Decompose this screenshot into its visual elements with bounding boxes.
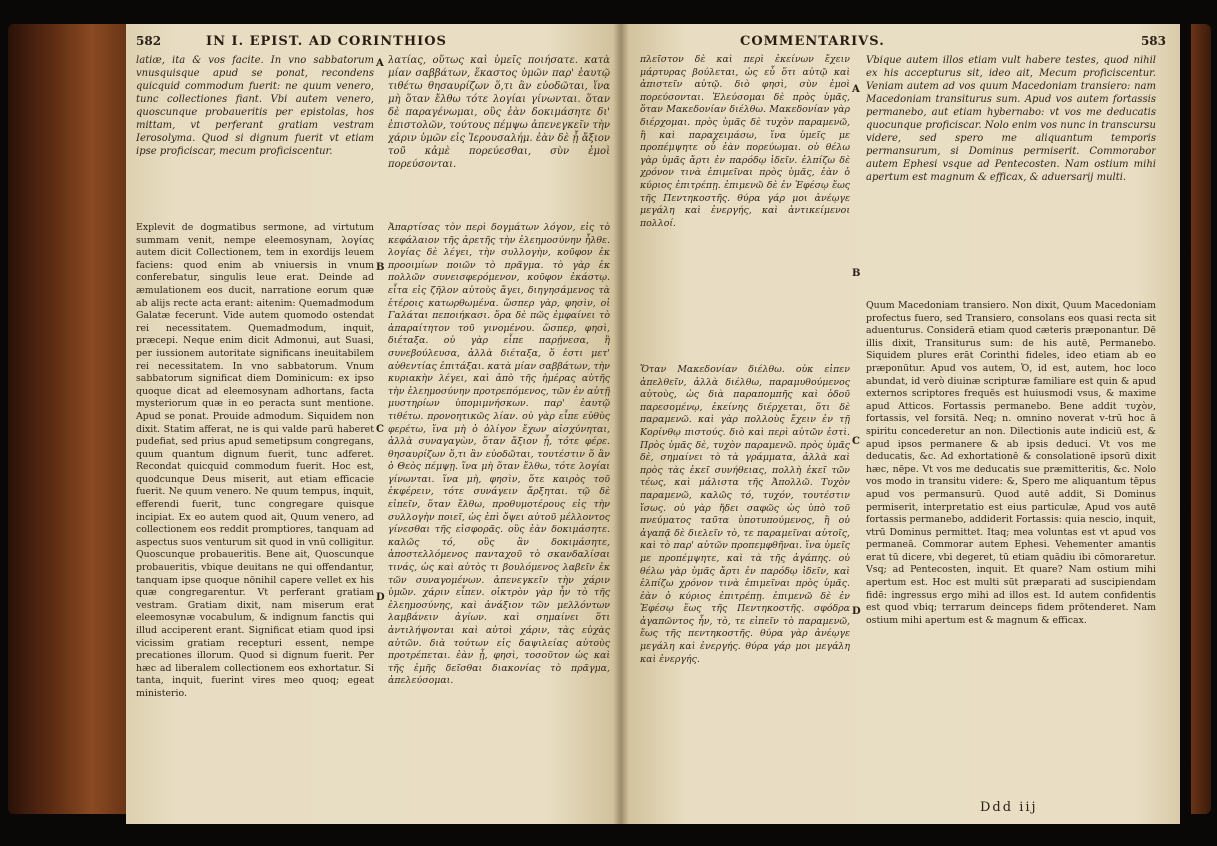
latin-commentary: Explevit de dogmatibus sermone, ad virtutum summam venit, nempe eleemosynam, λογίας autem dicit Collectionem, tem in exordijs leuem faciens: quod enim ab vniuersis in vnum conferebatur, singulis leue erat. Deinde ad æmulationem eos ducit, narratione eorum quæ ab alijs recte acta erant: aitenim: Quemadmodum Galatæ fecerunt. Vide autem quomodo ostendat rei necessitatem. Quemadmodum, inquit, præcepi. Neque enim dicit Admonui, aut Suasi, per iussionem autoritate significans ineuitabilem rei necessitatem. In vno sabbatorum. Vnum sabbatorum significat diem Dominicum: ex ipso quoque dicat ad eleemosynam adhortans, facta mysteriorum quæ in eo peracta sunt mentione. Apud se ponat. Prouide admodum. Siquidem non dixit. Statim afferat, ne is qui valde parū haberet pudefiat, sed prius apud semetipsum congregans, quum quantum dignum fuerit, tunc adferet. Recondat quicquid commodum fuerit. Hoc est, quodcunque Deus miserit, aut etiam efficacie fuerit. Ne quum venero. Ne quum tempus, inquit, efferendi fuerit, tunc congregare quisque incipiat. Ex eo autem quod ait, Quum venero, ad collectionem eos reddit promptiores, tanquam ad aspectus suos venturum sit quod in vnū colligitur. Quoscunque probaueritis. Bene ait, Quoscunque probaueritis, vbique deuitans ne qui offendantur, tanquam ipse quoque nōnihil capere vellet ex his quæ congregarentur. Vt perferant gratiam vestram. Gratiam dixit, nam miserum erat eleemosynæ vocabulum, & indignum fanctis qui illud acciperent erant. Significat etiam quod ipsi vicissim gratiam recepturi essent, nempe precationes illorum. Quod si dignum fuerit. Per hæc ad liberalem collectionem eos exhortatur. Si tanta, inquit, fuerint vires meo quoq; egeat ministerio. <box>136 222 374 699</box>
signature-mark: Ddd iij <box>980 800 1038 815</box>
greek-commentary: Ἀπαρτίσας τὸν περὶ δογμάτων λόγον, εἰς τὸ κεφάλαιον τῆς ἀρετῆς τὴν ἐλεημοσύνην ἦλθε. λογίας δὲ λέγει, τὴν συλλογὴν, κοῦφον ἐκ προοιμίων ποιῶν τὸ πρᾶγμα. τὸ γὰρ ἐκ πολλῶν συνεισφερόμενον, κοῦφον ἑκάστῳ. εἶτα εἰς ζῆλον αὐτοὺς ἄγει, διηγησάμενος τὰ ἑτέροις κατωρθωμένα. ὥσπερ γὰρ, φησὶν, οἱ Γαλάται πεποιήκασι. ὅρα δὲ πῶς ἐμφαίνει τὸ ἀπαραίτητον τοῦ γινομένου. ὥσπερ, φησὶ, διέταξα. οὐ γὰρ εἶπε παρῄνεσα, ἢ συνεβούλευσα, ἀλλὰ διέταξα, ὅ ἐστι μετ' αὐθεντίας ἐπιτάξαι. κατὰ μίαν σαββάτων, τὴν κυριακὴν λέγει, καὶ ἀπὸ τῆς ἡμέρας αὐτῆς τὴν ἐλεημοσύνην προτρεπόμενος, τῶν ἐν αὐτῇ μυστηρίων ὑπομιμνήσκων. παρ' ἑαυτῷ τιθέτω. προνοητικῶς λίαν. οὐ γὰρ εἶπε εὐθὺς φερέτω, ἵνα μὴ ὁ ὀλίγον ἔχων αἰσχύνηται, ἀλλὰ συναγαγὼν, ὅταν ἄξιον ᾖ, τότε φέρε. θησαυρίζων ὅ,τι ἂν εὐοδῶται, τουτέστιν ὅ ἂν ὁ Θεὸς πέμψῃ. ἵνα μὴ ὅταν ἔλθω, τότε λογίαι γίνωνται. ἵνα μὴ, φησὶν, ὅτε καιρὸς τοῦ ἐκφέρειν, τότε συνάγειν ἄρξηται. τῷ δὲ εἰπεῖν, ὅταν ἔλθω, προθυμοτέρους εἰς τὴν συλλογὴν ποιεῖ, ὡς ἐπὶ ὄψει αὐτοῦ μέλλοντος γίνεσθαι τῆς εἰσφορᾶς. οὓς ἐὰν δοκιμάσητε. καλῶς τό, οὓς ἂν δοκιμάσητε, ἀποστελλόμενος πανταχοῦ τὸ σκανδαλίσαι τινάς, ὡς καὶ αὐτὸς τι βουλόμενος λαβεῖν ἐκ τῶν συναγομένων. ἀπενεγκεῖν τὴν χάριν ὑμῶν. χάριν εἶπεν. οἰκτρὸν γὰρ ἦν τὸ τῆς ἐλεημοσύνης, καὶ ἀνάξιον τῶν μελλόντων λαμβάνειν ἁγίων. καὶ σημαίνει ὅτι ἀντιλήψονται καὶ αὐτοὶ χάριν, τὰς εὐχὰς αὐτῶν. διὰ τούτων εἰς δαψιλείας αὐτοὺς προτρέπεται. ἐὰν ᾖ, φησὶ, τοσοῦτον ὡς καὶ τῆς ἐμῆς δεῖσθαι διακονίας τὸ πρᾶγμα, ἀπελεύσομαι. <box>388 222 610 687</box>
margin-letter-d: D <box>852 606 861 617</box>
latin-commentary: Quum Macedoniam transiero. Non dixit, Quum Macedoniam profectus fuero, sed Transiero, consolans eos quasi recta sit aduenturus. Considerā etiam quod cæteris præponantur. Dē illis dixit, Transiturus sum: de his autē, Permanebo. Siquidem plures erāt Corinthi fideles, ideo etiam ab eo præponūtur. Apud vos autem, Ὁ, id est, autem, hoc loco abundat, id verò diuinæ scripturæ familiare est quin & apud externos scriptores frequēs est huiusmodi vsus, & maxime apud Atticos. Fortassis permanebo. Bene addit τυχὸν, fortassis, vel forsitā. Neq; n. omnino noverat v-trū hoc ā spiritu concederetur an non. Dilectionis aute indiciū est, & apud ipsos permanere & ab ipsis deduci. Vt vos me deducatis, &c. Ad exhortationē & consolationē ipsorū dixit hæc, nēpe. Vt vos me deducatis sue præmitteritis, &c. Nolo vos modo in transitu videre: &, Spero me aliquantum tēpus apud vos permansurū. Quod autē addit, Si Dominus permiserit, interpretatio est eius particulæ, Apud vos autē fortassis permanebo, addiderit Fortassis: quia nescio, inquit, vtrū Dominus permittet. Itaq; mea voluntas est vt apud vos permaneā. Commorar autem Ephesi. Vehementer amantis erat tū dicere, vbi degeret, tū etiam quādiu ibi cōmoraretur. Vsq; ad Pentecosten, inquit. Et quare? Nam ostium mihi apertum est. Hoc est multi sūt præparati ad suscipiendam fidē: ingressus ergo mihi ad illos est. Id autem confidentis est quod vbiq; terrarum deinceps fidem prōtenderet. Nam ostium mihi apertum est & magnum & efficax. <box>866 300 1156 626</box>
greek-scripture-text: πλεῖστον δὲ καὶ περὶ ἐκείνων ἔχειν μάρτυρας βούλεται, ὡς εὖ ὅτι αὐτῷ καὶ ἀπιστεῖν αὐτῷ. διὸ φησὶ, σὺν ἐμοὶ πορεύσονται. Ἐλεύσομαι δὲ πρὸς ὑμᾶς, ὅταν Μακεδονίαν διέλθω. Μακεδονίαν γὰρ διέρχομαι. πρὸς ὑμᾶς δὲ τυχὸν παραμενῶ, ἢ καὶ παραχειμάσω, ἵνα ὑμεῖς με προπέμψητε οὗ ἐὰν πορεύωμαι. οὐ θέλω γὰρ ὑμᾶς ἄρτι ἐν παρόδῳ ἰδεῖν. ἐλπίζω δὲ χρόνον τινὰ ἐπιμεῖναι πρὸς ὑμᾶς, ἐὰν ὁ κύριος ἐπιτρέπῃ. ἐπιμενῶ δὲ ἐν Ἐφέσῳ ἕως τῆς Πεντηκοστῆς. θύρα γάρ μοι ἀνέῳγε μεγάλη καὶ ἐνεργής, καὶ ἀντικείμενοι πολλοί. <box>640 54 850 229</box>
left-page <box>126 24 620 824</box>
greek-scripture-text: λατίας, οὕτως καὶ ὑμεῖς ποιήσατε. κατὰ μίαν σαββάτων, ἕκαστος ὑμῶν παρ' ἑαυτῷ τιθέτω θησαυρίζων ὅ,τι ἂν εὐοδῶται, ἵνα μὴ ὅταν ἔλθω τότε λογίαι γίνωνται. ὅταν δὲ παραγένωμαι, οὓς ἐὰν δοκιμάσητε δι' ἐπιστολῶν, τούτους πέμψω ἀπενεγκεῖν τὴν χάριν ὑμῶν εἰς Ἱερουσαλήμ. ἐὰν δὲ ᾖ ἄξιον τοῦ κἀμὲ πορεύεσθαι, σὺν ἐμοὶ πορεύσονται. <box>388 55 610 170</box>
latin-scripture-text: Vbique autem illos etiam vult habere testes, quod nihil ex his accepturus sit, ideo ait, Mecum proficiscentur. Veniam autem ad vos quum Macedoniam transiero: nam Macedoniam transiturus sum. Apud vos autem fortassis permanebo, aut etiam hybernabo: vt vos me deducatis quocunque proficiscar. Nolo enim vos nunc in transcursu videre, sed spero me aliquantum temporis permansurum, si Dominus permiserit. Commorabor autem Ephesi vsque ad Pentecosten. Nam ostium mihi apertum est magnum & efficax, & aduersarij multi. <box>866 55 1156 183</box>
greek-commentary: Ὅταν Μακεδονίαν διέλθω. οὐκ εἶπεν ἀπελθεῖν, ἀλλὰ διέλθω, παραμυθούμενος αὐτοὺς, ὡς διὰ παραπομπῆς καὶ ὁδοῦ παρεσομένῳ, ἐκείνης διέρχεται, ὅτι δὲ παραμενῶ. καὶ γὰρ πολλοὺς ἔχειν ἐν τῇ Κορίνθῳ πιστούς. διὸ καὶ περὶ αὐτῶν ἐστὶ. Πρὸς ὑμᾶς δὲ, τυχὸν παραμενῶ. πρὸς ὑμᾶς δὲ, σημαίνει τὸ τὰ γράμματα, ἀλλὰ καὶ πρὸς τὰς ἐκεῖ συνήθειας, πολλὴ ἐκεῖ τῶν τέως, καὶ μάλιστα τῆς Ἀπολλῶ. Τυχὸν παραμενῶ, καλῶς τό, τυχόν, τουτέστιν ἴσως. οὐ γὰρ ἤδει σαφῶς ὡς ὑπὸ τοῦ πνεύματος ταῦτα ὑποτυπούμενος, ἢ οὐ ἀγαπᾷ δὲ διελεῖν τὸ, τε παραμεῖναι αὐτοῖς, καὶ τὸ παρ' αὐτῶν προπεμφθῆναι. ἵνα ὑμεῖς με προπέμψητε, καὶ τὰ τῆς ἀγάπης. οὐ θέλω γὰρ ὑμᾶς ἄρτι ἐν παρόδῳ ἰδεῖν, καὶ ἐλπίζω χρόνον τινὰ ἐπιμεῖναι πρὸς ὑμᾶς. ἐὰν ὁ κύριος ἐπιτρέπῃ. ἐπιμενῶ δὲ ἐν Ἐφέσῳ ἕως τῆς Πεντηκοστῆς. σφόδρα ἀγαπῶντος ἦν, τὸ, τε εἰπεῖν τὸ παραμενῶ, ἕως τῆς πεντηκοστῆς. θύρα γὰρ ἀνέῳγε μεγάλη καὶ ἐνεργής. θύρα γάρ μοι μεγάλη καὶ ἐνεργής. <box>640 364 850 665</box>
running-head: COMMENTARIVS. <box>740 34 885 49</box>
right-page <box>620 24 1180 824</box>
page-number: 582 <box>136 34 162 48</box>
latin-scripture-text: latiæ, ita & vos facite. In vno sabbatorum vnusquisque apud se ponat, recondens quicquid commodum fuerit: ne quum venero, tunc collectiones fiant. Vbi autem venero, quoscunque probaueritis per epistolas, hos mittam, vt perferant gratiam vestram Ierosolyma. Quod si dignum fuerit vt etiam ipse proficiscar, mecum proficiscentur. <box>136 55 374 157</box>
margin-letter-d: D <box>376 592 385 603</box>
margin-letter-b: B <box>852 268 861 279</box>
margin-letter-b: B <box>376 262 385 273</box>
book-gutter <box>613 24 629 824</box>
margin-letter-c: C <box>376 424 384 435</box>
page-number: 583 <box>1140 34 1166 48</box>
running-head: IN I. EPIST. AD CORINTHIOS <box>206 34 447 49</box>
margin-letter-a: A <box>376 58 384 69</box>
margin-letter-c: C <box>852 436 860 447</box>
margin-letter-a: A <box>852 84 860 95</box>
book-cover-right <box>1191 24 1211 814</box>
open-book <box>8 6 1211 842</box>
